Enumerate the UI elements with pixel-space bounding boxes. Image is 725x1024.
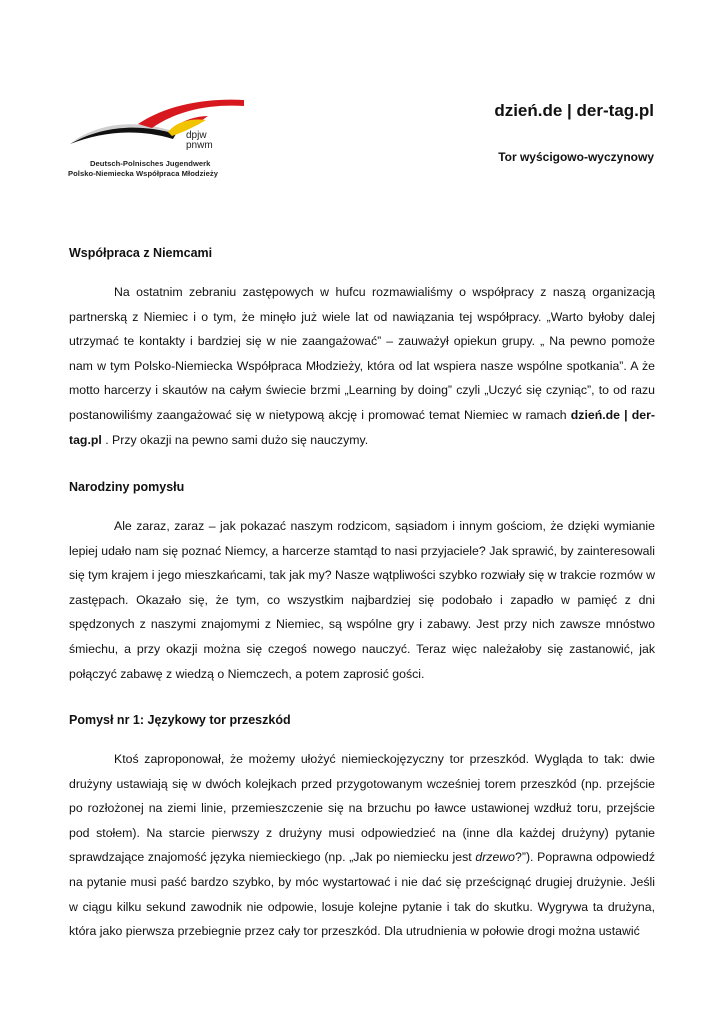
paragraph <box>69 514 655 686</box>
paragraph-text-end: . Przy okazji na pewno sami dużo się nauczymy. <box>101 432 369 447</box>
section-heading-narodziny: Narodziny pomysłu <box>69 480 185 494</box>
logo-name-polish: Polsko-Niemiecka Współpraca Młodzieży <box>68 169 218 178</box>
paragraph-text: Ale zaraz, zaraz – jak pokazać naszym rodzicom, sąsiadom i innym gościom, że dzięki wymianie lepiej udało nam się poznać Niemcy, a harcerze stamtąd to nasi przyjaciele? Jak sprawić, by zainteresowali się tym krajem i jego mieszkańcami, tak jak my? Nasze wątpliwości szybko rozwiały się w trakcie rozmów w zastępach. Okazało się, że tym, co wszystkim najbardziej się podobało i zapadło w pamięć z dni spędzonych z naszymi znajomymi z Niemiec, są wspólne gry i zabawy. Jest przy nich zawsze mnóstwo śmiechu, a przy okazji można się czegoś nowego nauczyć. Teraz więc należałoby się zastanowić, jak połączyć zabawę z wiedzą o Niemczech, a potem zaprosić gości. <box>69 519 655 681</box>
paragraph <box>69 280 655 452</box>
paragraph-text: Na ostatnim zebraniu zastępowych w hufcu rozmawialiśmy o współpracy z naszą organizacją partnerską z Niemiec i o tym, że minęło już wiele lat od nawiązania tej współpracy. „Warto byłoby dalej utrzymać te kontakty i bardziej się w nie zaangażować” – zauważył opiekun grupy. „ Na pewno pomoże nam w tym Polsko-Niemiecka Współpraca Młodzieży, która od lat wspiera nasze wspólne spotkania”. A że motto harcerzy i skautów na całym świecie brzmi „Learning by doing” czyli „Uczyć się czyniąc”, to od razu postanowiliśmy zaangażować się w nietypową akcję i promować temat Niemiec w ramach <box>69 285 655 422</box>
logo-abbr-pnwm: pnwm <box>186 140 213 151</box>
site-title: dzień.de | der-tag.pl <box>494 101 654 120</box>
paragraph-bold-brand: dzień.de | der-tag.pl <box>69 407 655 447</box>
section-body-narodziny <box>69 514 655 686</box>
logo-name-german: Deutsch-Polnisches Jugendwerk <box>90 159 211 168</box>
paragraph-text: Ktoś zaproponował, że możemy ułożyć niemieckojęzyczny tor przeszkód. Wygląda to tak: dwie drużyny ustawiają się w dwóch kolejkach przed przygotowanym wcześniej torem przeszkód (np. przejście po rozłożonej na ziemi linie, przemieszczenie się na brzuchu po ławce ustawionej wzdłuż toru, przejście pod stołem). Na starcie pierwszy z drużyny musi odpowiedzieć na (inne dla każdej drużyny) pytanie sprawdzające znajomość języka niemieckiego (np. „Jak po niemiecku jest <box>69 752 655 865</box>
logo-abbr-dpjw: dpjw <box>186 130 207 141</box>
paragraph <box>69 747 655 944</box>
document-subtitle: Tor wyścigowo-wyczynowy <box>498 150 654 164</box>
section-heading-pomysl-1: Pomysł nr 1: Językowy tor przeszkód <box>69 713 291 727</box>
logo-abbreviations <box>186 131 213 151</box>
section-heading-wspolpraca: Współpraca z Niemcami <box>69 246 213 260</box>
paragraph-text-end: ?”). Poprawna odpowiedź na pytanie musi paść bardzo szybko, by móc wystartować i nie dać się prześcignąć drugiej drużynie. Jeśli w ciągu kilku sekund zawodnik nie odpowie, losuje kolejne pytanie i tak do skutku. Wygrywa ta drużyna, która jako pierwsza przebiegnie przez cały tor przeszkód. Dla utrudnienia w połowie drogi można ustawić <box>69 850 655 939</box>
dpjw-logo <box>68 98 248 184</box>
section-body-pomysl-1 <box>69 747 655 944</box>
logo-swoosh-graphic <box>68 98 248 160</box>
section-body-wspolpraca <box>69 280 655 452</box>
paragraph-italic-word: drzewo <box>475 850 516 865</box>
